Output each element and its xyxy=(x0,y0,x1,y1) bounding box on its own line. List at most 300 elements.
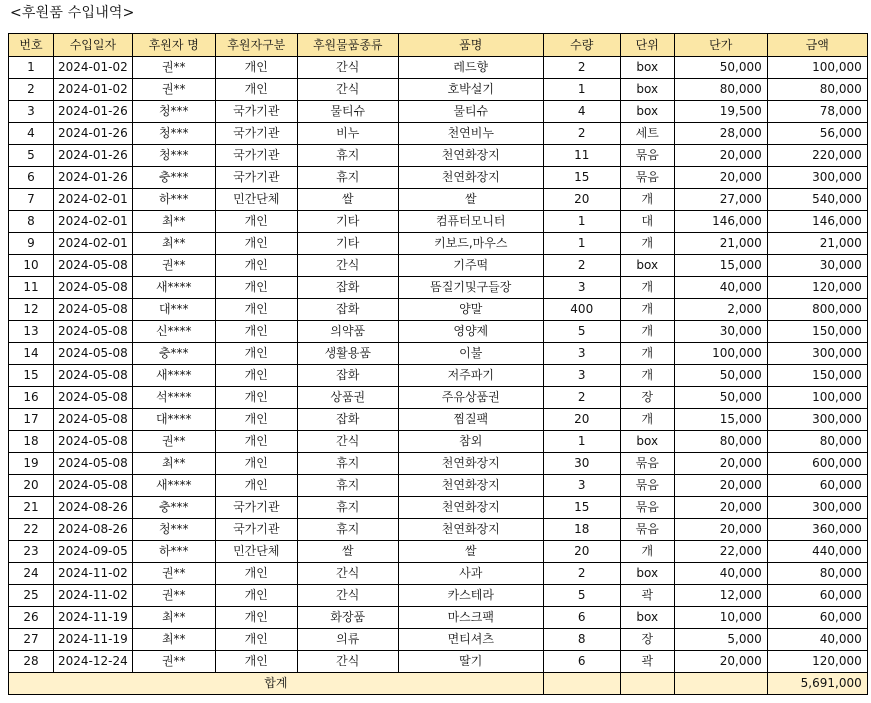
cell-qty: 8 xyxy=(543,629,620,651)
cell-item-kind: 휴지 xyxy=(297,519,398,541)
cell-item: 저주파기 xyxy=(398,365,543,387)
cell-donor-type: 개인 xyxy=(215,343,297,365)
cell-donor-type: 개인 xyxy=(215,409,297,431)
cell-item: 천연비누 xyxy=(398,123,543,145)
cell-amount: 78,000 xyxy=(767,101,867,123)
cell-item: 면티셔츠 xyxy=(398,629,543,651)
table-row xyxy=(9,387,868,409)
table-row xyxy=(9,101,868,123)
cell-no: 15 xyxy=(9,365,54,387)
cell-unit-price: 80,000 xyxy=(674,431,767,453)
cell-item-kind: 잡화 xyxy=(297,409,398,431)
cell-item: 호박설기 xyxy=(398,79,543,101)
cell-qty: 2 xyxy=(543,57,620,79)
cell-donor-type: 개인 xyxy=(215,57,297,79)
cell-item: 물티슈 xyxy=(398,101,543,123)
cell-item: 키보드,마우스 xyxy=(398,233,543,255)
cell-item-kind: 간식 xyxy=(297,79,398,101)
cell-amount: 360,000 xyxy=(767,519,867,541)
cell-unit-price: 2,000 xyxy=(674,299,767,321)
cell-item-kind: 잡화 xyxy=(297,277,398,299)
cell-donor: 충*** xyxy=(132,167,215,189)
cell-qty: 3 xyxy=(543,277,620,299)
cell-item-kind: 휴지 xyxy=(297,167,398,189)
cell-qty: 1 xyxy=(543,431,620,453)
cell-donor: 청*** xyxy=(132,101,215,123)
cell-unit: box xyxy=(620,607,674,629)
cell-item-kind: 화장품 xyxy=(297,607,398,629)
cell-item-kind: 간식 xyxy=(297,651,398,673)
header-date: 수입일자 xyxy=(54,34,133,57)
cell-amount: 120,000 xyxy=(767,277,867,299)
cell-unit-price: 10,000 xyxy=(674,607,767,629)
cell-qty: 400 xyxy=(543,299,620,321)
header-no: 번호 xyxy=(9,34,54,57)
cell-unit-price: 20,000 xyxy=(674,167,767,189)
cell-unit: 개 xyxy=(620,233,674,255)
cell-donor-type: 개인 xyxy=(215,431,297,453)
cell-donor: 권** xyxy=(132,651,215,673)
cell-item-kind: 간식 xyxy=(297,563,398,585)
header-item-kind: 후원물품종류 xyxy=(297,34,398,57)
cell-qty: 5 xyxy=(543,321,620,343)
cell-date: 2024-11-02 xyxy=(54,585,133,607)
cell-item: 뜸질기및구들장 xyxy=(398,277,543,299)
table-row xyxy=(9,123,868,145)
cell-unit-price: 20,000 xyxy=(674,475,767,497)
cell-date: 2024-05-08 xyxy=(54,343,133,365)
header-unit: 단위 xyxy=(620,34,674,57)
cell-item-kind: 쌀 xyxy=(297,541,398,563)
cell-date: 2024-05-08 xyxy=(54,321,133,343)
cell-donor: 대*** xyxy=(132,299,215,321)
cell-no: 17 xyxy=(9,409,54,431)
cell-item: 참외 xyxy=(398,431,543,453)
cell-date: 2024-05-08 xyxy=(54,277,133,299)
cell-date: 2024-08-26 xyxy=(54,519,133,541)
cell-donor: 권** xyxy=(132,585,215,607)
cell-qty: 3 xyxy=(543,475,620,497)
cell-unit-price: 27,000 xyxy=(674,189,767,211)
cell-date: 2024-05-08 xyxy=(54,387,133,409)
cell-no: 26 xyxy=(9,607,54,629)
cell-qty: 15 xyxy=(543,167,620,189)
cell-qty: 2 xyxy=(543,123,620,145)
table-body xyxy=(9,57,868,673)
cell-donor-type: 개인 xyxy=(215,585,297,607)
cell-amount: 80,000 xyxy=(767,563,867,585)
cell-item-kind: 잡화 xyxy=(297,365,398,387)
header-donor: 후원자 명 xyxy=(132,34,215,57)
cell-donor: 권** xyxy=(132,563,215,585)
cell-donor-type: 국가기관 xyxy=(215,167,297,189)
cell-donor: 권** xyxy=(132,255,215,277)
cell-donor-type: 개인 xyxy=(215,563,297,585)
cell-unit: 곽 xyxy=(620,585,674,607)
page-title: <후원품 수입내역> xyxy=(10,5,135,21)
cell-donor-type: 개인 xyxy=(215,299,297,321)
table-row xyxy=(9,211,868,233)
cell-donor: 청*** xyxy=(132,519,215,541)
cell-unit-price: 50,000 xyxy=(674,387,767,409)
cell-unit: 개 xyxy=(620,299,674,321)
cell-unit-price: 20,000 xyxy=(674,453,767,475)
table-row xyxy=(9,57,868,79)
cell-unit-price: 30,000 xyxy=(674,321,767,343)
cell-qty: 5 xyxy=(543,585,620,607)
cell-item-kind: 휴지 xyxy=(297,453,398,475)
cell-item: 양말 xyxy=(398,299,543,321)
cell-date: 2024-05-08 xyxy=(54,365,133,387)
cell-no: 8 xyxy=(9,211,54,233)
cell-date: 2024-02-01 xyxy=(54,233,133,255)
cell-unit: 개 xyxy=(620,277,674,299)
table-row xyxy=(9,475,868,497)
cell-unit: 개 xyxy=(620,409,674,431)
cell-qty: 6 xyxy=(543,651,620,673)
cell-no: 19 xyxy=(9,453,54,475)
cell-item-kind: 의류 xyxy=(297,629,398,651)
table-row xyxy=(9,167,868,189)
cell-unit: 묶음 xyxy=(620,453,674,475)
table-row xyxy=(9,299,868,321)
cell-no: 27 xyxy=(9,629,54,651)
cell-item: 이불 xyxy=(398,343,543,365)
cell-unit: box xyxy=(620,255,674,277)
cell-no: 16 xyxy=(9,387,54,409)
cell-donor: 충*** xyxy=(132,343,215,365)
cell-item-kind: 물티슈 xyxy=(297,101,398,123)
cell-amount: 60,000 xyxy=(767,585,867,607)
cell-unit-price: 19,500 xyxy=(674,101,767,123)
cell-no: 11 xyxy=(9,277,54,299)
cell-item: 쌀 xyxy=(398,189,543,211)
table-row xyxy=(9,255,868,277)
header-donor-type: 후원자구분 xyxy=(215,34,297,57)
cell-no: 21 xyxy=(9,497,54,519)
total-unit-price-cell xyxy=(674,673,767,695)
cell-donor: 대**** xyxy=(132,409,215,431)
cell-date: 2024-01-02 xyxy=(54,79,133,101)
table-row xyxy=(9,629,868,651)
cell-no: 20 xyxy=(9,475,54,497)
table-row xyxy=(9,409,868,431)
cell-amount: 146,000 xyxy=(767,211,867,233)
cell-unit: 장 xyxy=(620,387,674,409)
cell-date: 2024-01-26 xyxy=(54,167,133,189)
cell-unit: 묶음 xyxy=(620,497,674,519)
cell-unit-price: 100,000 xyxy=(674,343,767,365)
table-row xyxy=(9,321,868,343)
cell-amount: 300,000 xyxy=(767,497,867,519)
cell-unit: 세트 xyxy=(620,123,674,145)
cell-no: 25 xyxy=(9,585,54,607)
cell-date: 2024-11-19 xyxy=(54,607,133,629)
cell-amount: 300,000 xyxy=(767,167,867,189)
cell-no: 12 xyxy=(9,299,54,321)
cell-amount: 40,000 xyxy=(767,629,867,651)
cell-qty: 20 xyxy=(543,409,620,431)
cell-amount: 60,000 xyxy=(767,607,867,629)
total-row xyxy=(9,673,868,695)
cell-unit-price: 12,000 xyxy=(674,585,767,607)
cell-qty: 4 xyxy=(543,101,620,123)
cell-donor: 새**** xyxy=(132,277,215,299)
cell-qty: 3 xyxy=(543,365,620,387)
header-unit-price: 단가 xyxy=(674,34,767,57)
cell-amount: 800,000 xyxy=(767,299,867,321)
cell-donor: 석**** xyxy=(132,387,215,409)
cell-unit: 개 xyxy=(620,321,674,343)
cell-date: 2024-02-01 xyxy=(54,211,133,233)
cell-amount: 440,000 xyxy=(767,541,867,563)
cell-item-kind: 간식 xyxy=(297,255,398,277)
cell-amount: 540,000 xyxy=(767,189,867,211)
table-row xyxy=(9,145,868,167)
cell-unit: 묶음 xyxy=(620,475,674,497)
cell-amount: 100,000 xyxy=(767,57,867,79)
cell-date: 2024-01-26 xyxy=(54,123,133,145)
cell-unit-price: 20,000 xyxy=(674,519,767,541)
cell-unit-price: 5,000 xyxy=(674,629,767,651)
cell-item: 사과 xyxy=(398,563,543,585)
cell-qty: 20 xyxy=(543,189,620,211)
cell-no: 2 xyxy=(9,79,54,101)
cell-no: 13 xyxy=(9,321,54,343)
cell-unit: 묶음 xyxy=(620,145,674,167)
cell-unit: box xyxy=(620,57,674,79)
cell-donor-type: 개인 xyxy=(215,475,297,497)
cell-donor-type: 개인 xyxy=(215,387,297,409)
cell-qty: 1 xyxy=(543,211,620,233)
table-row xyxy=(9,277,868,299)
cell-item-kind: 비누 xyxy=(297,123,398,145)
cell-donor: 청*** xyxy=(132,145,215,167)
cell-donor-type: 국가기관 xyxy=(215,519,297,541)
cell-item-kind: 간식 xyxy=(297,585,398,607)
cell-unit-price: 28,000 xyxy=(674,123,767,145)
cell-donor-type: 민간단체 xyxy=(215,541,297,563)
cell-unit-price: 20,000 xyxy=(674,497,767,519)
total-amount: 5,691,000 xyxy=(767,673,867,695)
cell-qty: 15 xyxy=(543,497,620,519)
cell-amount: 56,000 xyxy=(767,123,867,145)
table-row xyxy=(9,607,868,629)
cell-unit-price: 15,000 xyxy=(674,255,767,277)
cell-date: 2024-09-05 xyxy=(54,541,133,563)
cell-item-kind: 생활용품 xyxy=(297,343,398,365)
cell-donor: 청*** xyxy=(132,123,215,145)
cell-amount: 600,000 xyxy=(767,453,867,475)
total-label: 합계 xyxy=(9,673,544,695)
cell-item: 컴퓨터모니터 xyxy=(398,211,543,233)
cell-date: 2024-05-08 xyxy=(54,453,133,475)
cell-qty: 20 xyxy=(543,541,620,563)
cell-item-kind: 잡화 xyxy=(297,299,398,321)
cell-donor: 최** xyxy=(132,233,215,255)
cell-no: 22 xyxy=(9,519,54,541)
table-row xyxy=(9,541,868,563)
cell-donor-type: 개인 xyxy=(215,321,297,343)
cell-donor: 최** xyxy=(132,453,215,475)
cell-qty: 30 xyxy=(543,453,620,475)
cell-amount: 220,000 xyxy=(767,145,867,167)
cell-donor: 최** xyxy=(132,211,215,233)
cell-amount: 150,000 xyxy=(767,365,867,387)
table-row xyxy=(9,365,868,387)
cell-no: 4 xyxy=(9,123,54,145)
cell-item: 기주떡 xyxy=(398,255,543,277)
cell-unit-price: 50,000 xyxy=(674,365,767,387)
cell-qty: 1 xyxy=(543,79,620,101)
cell-no: 3 xyxy=(9,101,54,123)
table-row xyxy=(9,497,868,519)
cell-date: 2024-05-08 xyxy=(54,299,133,321)
table-row xyxy=(9,563,868,585)
total-unit-cell xyxy=(620,673,674,695)
cell-item: 천연화장지 xyxy=(398,145,543,167)
table-row xyxy=(9,233,868,255)
cell-date: 2024-05-08 xyxy=(54,255,133,277)
cell-date: 2024-05-08 xyxy=(54,475,133,497)
cell-unit-price: 21,000 xyxy=(674,233,767,255)
cell-item: 레드향 xyxy=(398,57,543,79)
cell-donor-type: 개인 xyxy=(215,629,297,651)
cell-item: 찜질팩 xyxy=(398,409,543,431)
table-row xyxy=(9,189,868,211)
cell-item-kind: 상품권 xyxy=(297,387,398,409)
cell-unit-price: 15,000 xyxy=(674,409,767,431)
cell-donor-type: 개인 xyxy=(215,651,297,673)
cell-unit: 개 xyxy=(620,541,674,563)
cell-qty: 2 xyxy=(543,563,620,585)
cell-donor-type: 개인 xyxy=(215,277,297,299)
cell-item-kind: 휴지 xyxy=(297,145,398,167)
cell-item: 천연화장지 xyxy=(398,167,543,189)
cell-no: 6 xyxy=(9,167,54,189)
cell-unit: 묶음 xyxy=(620,519,674,541)
cell-date: 2024-01-26 xyxy=(54,101,133,123)
cell-no: 23 xyxy=(9,541,54,563)
cell-item-kind: 간식 xyxy=(297,431,398,453)
cell-unit: box xyxy=(620,563,674,585)
cell-item-kind: 휴지 xyxy=(297,497,398,519)
header-amount: 금액 xyxy=(767,34,867,57)
cell-amount: 60,000 xyxy=(767,475,867,497)
table-row xyxy=(9,431,868,453)
cell-date: 2024-11-02 xyxy=(54,563,133,585)
cell-amount: 30,000 xyxy=(767,255,867,277)
cell-amount: 120,000 xyxy=(767,651,867,673)
cell-unit: 묶음 xyxy=(620,167,674,189)
cell-item: 딸기 xyxy=(398,651,543,673)
cell-item: 주유상품권 xyxy=(398,387,543,409)
header-row xyxy=(9,34,868,57)
cell-unit: 대 xyxy=(620,211,674,233)
cell-item-kind: 기타 xyxy=(297,233,398,255)
cell-qty: 3 xyxy=(543,343,620,365)
cell-donor: 권** xyxy=(132,79,215,101)
cell-no: 28 xyxy=(9,651,54,673)
header-item: 품명 xyxy=(398,34,543,57)
cell-donor-type: 국가기관 xyxy=(215,145,297,167)
table-row xyxy=(9,651,868,673)
cell-amount: 80,000 xyxy=(767,79,867,101)
cell-amount: 150,000 xyxy=(767,321,867,343)
cell-donor: 신**** xyxy=(132,321,215,343)
cell-unit: 장 xyxy=(620,629,674,651)
cell-donor: 새**** xyxy=(132,475,215,497)
cell-item: 천연화장지 xyxy=(398,475,543,497)
table-row xyxy=(9,453,868,475)
cell-donor: 최** xyxy=(132,607,215,629)
cell-donor: 하*** xyxy=(132,541,215,563)
cell-unit-price: 40,000 xyxy=(674,563,767,585)
table-row xyxy=(9,585,868,607)
cell-item-kind: 간식 xyxy=(297,57,398,79)
cell-donor-type: 개인 xyxy=(215,211,297,233)
cell-no: 9 xyxy=(9,233,54,255)
cell-unit: box xyxy=(620,101,674,123)
cell-donor: 권** xyxy=(132,57,215,79)
cell-unit: 개 xyxy=(620,189,674,211)
cell-item: 마스크팩 xyxy=(398,607,543,629)
cell-no: 10 xyxy=(9,255,54,277)
cell-qty: 18 xyxy=(543,519,620,541)
cell-donor-type: 개인 xyxy=(215,607,297,629)
cell-donor-type: 개인 xyxy=(215,255,297,277)
cell-no: 18 xyxy=(9,431,54,453)
cell-unit-price: 80,000 xyxy=(674,79,767,101)
cell-unit: 곽 xyxy=(620,651,674,673)
cell-amount: 300,000 xyxy=(767,343,867,365)
cell-item: 천연화장지 xyxy=(398,497,543,519)
cell-date: 2024-11-19 xyxy=(54,629,133,651)
cell-unit-price: 40,000 xyxy=(674,277,767,299)
cell-donor-type: 국가기관 xyxy=(215,497,297,519)
cell-amount: 100,000 xyxy=(767,387,867,409)
cell-date: 2024-02-01 xyxy=(54,189,133,211)
cell-unit: box xyxy=(620,431,674,453)
cell-unit-price: 22,000 xyxy=(674,541,767,563)
table-row xyxy=(9,519,868,541)
cell-donor-type: 개인 xyxy=(215,233,297,255)
cell-unit-price: 20,000 xyxy=(674,145,767,167)
cell-date: 2024-01-02 xyxy=(54,57,133,79)
table-row xyxy=(9,343,868,365)
cell-qty: 2 xyxy=(543,387,620,409)
cell-donor-type: 국가기관 xyxy=(215,101,297,123)
cell-amount: 80,000 xyxy=(767,431,867,453)
cell-donor-type: 개인 xyxy=(215,453,297,475)
cell-amount: 21,000 xyxy=(767,233,867,255)
cell-unit-price: 146,000 xyxy=(674,211,767,233)
cell-no: 24 xyxy=(9,563,54,585)
cell-item: 천연화장지 xyxy=(398,453,543,475)
cell-item: 쌀 xyxy=(398,541,543,563)
cell-date: 2024-08-26 xyxy=(54,497,133,519)
cell-item-kind: 쌀 xyxy=(297,189,398,211)
cell-qty: 2 xyxy=(543,255,620,277)
table-row xyxy=(9,79,868,101)
cell-amount: 300,000 xyxy=(767,409,867,431)
donation-table xyxy=(8,33,868,695)
cell-qty: 6 xyxy=(543,607,620,629)
cell-donor: 최** xyxy=(132,629,215,651)
cell-unit: 개 xyxy=(620,365,674,387)
cell-date: 2024-01-26 xyxy=(54,145,133,167)
cell-qty: 11 xyxy=(543,145,620,167)
